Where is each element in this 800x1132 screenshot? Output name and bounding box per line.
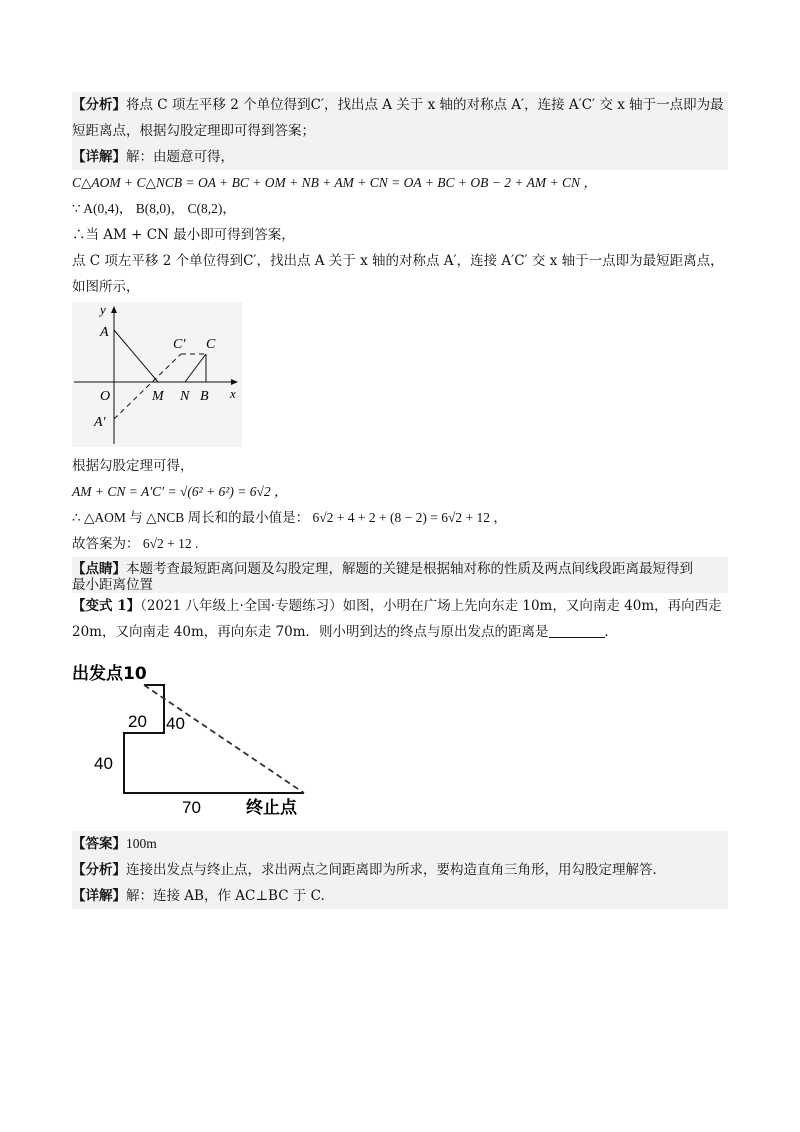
analysis-block — [72, 92, 728, 170]
label-o: O — [100, 389, 111, 404]
comment-block — [72, 557, 728, 593]
walking-path-figure — [72, 651, 312, 821]
detail-text-1: 解：由题意可得， — [126, 149, 234, 165]
equation-am-cn: AM + CN = A′C′ = √(6² + 6²) = 6√2 ， — [72, 484, 288, 499]
label-y: y — [100, 302, 106, 317]
solution-analysis-text: 连接出发点与终止点，求出两点之间距离即为所求，要构造直角三角形，用勾股定理解答． — [126, 862, 666, 878]
label-20: 20 — [128, 712, 147, 731]
detail-tag: 【详解】 — [72, 149, 126, 165]
label-40-left: 40 — [94, 754, 113, 773]
x-axis-arrow-icon — [231, 379, 238, 385]
detail-text-4: 点 C 项左平移 2 个单位得到C′，找出点 A 关于 x 轴的对称点 A′，连接 A′C′ 交 x 轴于一点即为最短距离点， — [72, 253, 724, 269]
variant-tag: 【变式 1】 — [72, 598, 141, 614]
segment-am — [114, 330, 158, 382]
dashed-ap-cp — [114, 354, 181, 419]
walking-path — [124, 685, 304, 793]
end-point-label: 终止点 — [246, 798, 297, 818]
label-b: B — [200, 389, 209, 404]
solution-detail-text: 解：连接 AB，作 AC⊥BC 于 C. — [126, 888, 325, 904]
detail-text-5: 如图所示， — [72, 279, 140, 295]
variant-text-2: 20m，又向南走 40m，再向东走 70m．则小明到达的终点与原出发点的距离是 — [72, 624, 549, 640]
analysis-tag: 【分析】 — [72, 97, 126, 113]
segment-nc — [185, 354, 206, 382]
dashed-start-end — [144, 685, 304, 793]
answer-statement: 故答案为： 6√2 + 12 . — [72, 536, 199, 551]
analysis-text-1: 将点 C 项左平移 2 个单位得到C′，找出点 A 关于 x 轴的对称点 A′，连接 A′C′ 交 x 轴于一点即为最 — [126, 97, 724, 113]
answer-blank — [549, 623, 605, 638]
label-a-prime: A′ — [94, 415, 106, 430]
variant-tail: ． — [604, 624, 619, 640]
pythagoras-intro: 根据勾股定理可得， — [72, 458, 194, 474]
coordinates-line: ∵ A(0,4)， B(8,0)， C(8,2)， — [72, 201, 236, 216]
label-a: A — [100, 325, 109, 340]
solution-analysis-tag: 【分析】 — [72, 862, 126, 878]
comment-tag: 【点睛】 — [72, 561, 126, 577]
perimeter-minimum: ∴ △AOM 与 △NCB 周长和的最小值是： 6√2 + 4 + 2 + (8 − 2) = 6√2 + 12 ， — [72, 510, 507, 525]
coordinate-figure — [72, 302, 242, 447]
label-c: C — [206, 337, 216, 352]
minimum-condition: ∴当 AM + CN 最小即可得到答案， — [72, 227, 295, 243]
label-m: M — [152, 389, 164, 404]
walking-path-svg — [72, 651, 312, 821]
start-point-label: 出发点10 — [72, 664, 147, 684]
label-x: x — [230, 386, 236, 401]
variant-text-1: （2021 八年级上·全国·专题练习）如图，小明在广场上先向东走 10m，又向南走 40m，再向西走 — [140, 598, 722, 614]
answer-tag: 【答案】 — [72, 836, 126, 852]
analysis-text-2: 短距离点，根据勾股定理即可得到答案； — [72, 123, 315, 139]
label-c-prime: C′ — [173, 337, 186, 352]
solution-detail-tag: 【详解】 — [72, 888, 126, 904]
comment-text-1: 本题考查最短距离问题及勾股定理，解题的关键是根据轴对称的性质及两点间线段距离最短得到 — [126, 561, 693, 577]
comment-text-2: 最小距离位置 — [72, 577, 153, 593]
label-70: 70 — [182, 798, 201, 817]
y-axis-arrow-icon — [111, 306, 117, 313]
equation-perimeter-sum: C△AOM + C△NCB = OA + BC + OM + NB + AM + CN = OA + BC + OB − 2 + AM + CN ， — [72, 175, 597, 190]
answer-value: 100m — [126, 836, 157, 851]
label-n: N — [180, 389, 190, 404]
coordinate-figure-svg — [72, 302, 242, 447]
page-content — [72, 92, 728, 909]
solution-block — [72, 831, 728, 909]
label-40-top: 40 — [166, 714, 185, 733]
